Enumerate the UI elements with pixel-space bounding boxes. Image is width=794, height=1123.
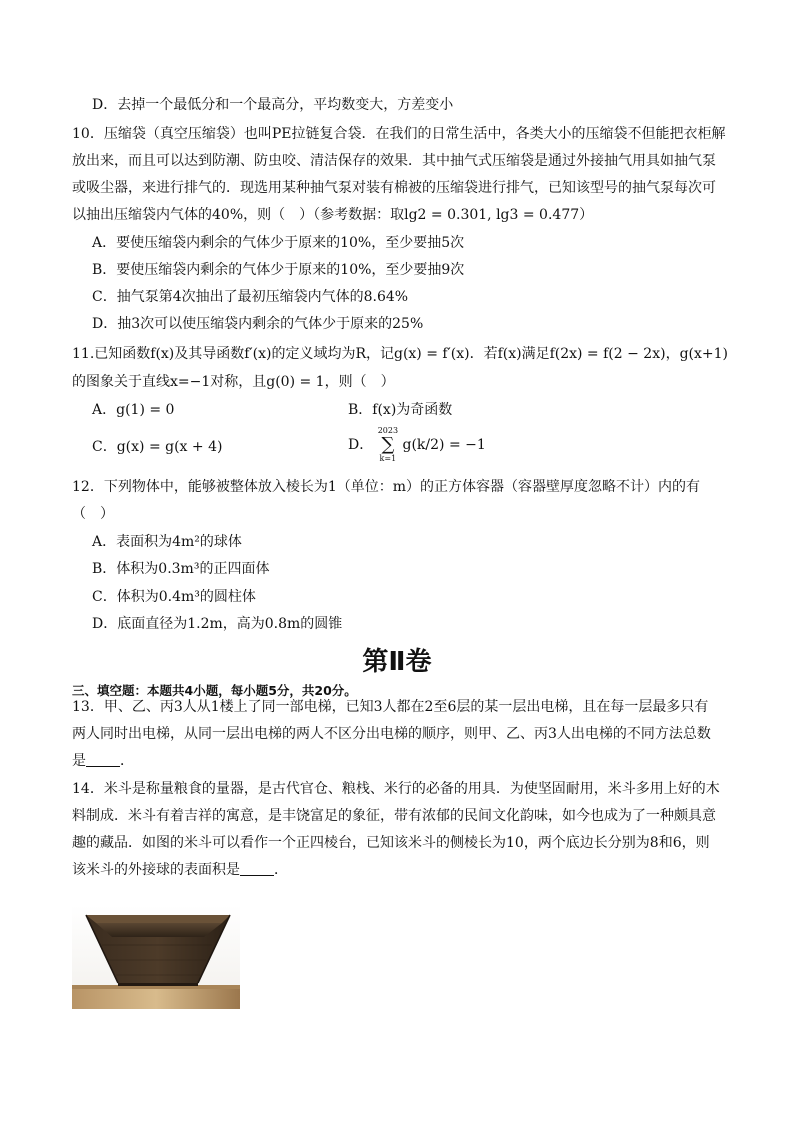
q12-text-line-1: 12．下列物体中，能够被整体放入棱长为1（单位：m）的正方体容器（容器壁厚度忽略不计）内的有 [72,479,700,495]
answer-blank [240,861,274,876]
q10-text-line-2: 放出来，而且可以达到防潮、防虫咬、清洁保存的效果．其中抽气式压缩袋是通过外接抽气用具如抽气泵 [72,153,716,169]
q12-option-c: C．体积为0.4m³的圆柱体 [92,589,256,605]
q14-prefix: 该米斗的外接球的表面积是 [72,862,240,878]
section-heading: 三、填空题：本题共4小题，每小题5分，共20分。 [72,683,357,698]
q10-text-line-4: 以抽出压缩袋内气体的40%，则（ ）（参考数据：取lg2 = 0.301, lg3 = 0.477） [72,207,594,223]
q11-text-line-2: 的图象关于直线x=−1对称，且g(0) = 1，则（ ） [72,374,395,390]
q12-option-b: B．体积为0.3m³的正四面体 [92,561,270,577]
summation-symbol [378,426,398,464]
q12-option-d: D．底面直径为1.2m，高为0.8m的圆锥 [92,616,343,632]
q14-text-line-2: 料制成．米斗有着吉祥的寓意，是丰饶富足的象征，带有浓郁的民间文化韵味，如今也成为了一种颇具意 [72,808,716,824]
q10-option-c: C．抽气泵第4次抽出了最初压缩袋内气体的8.64% [92,289,409,305]
q10-text-line-3: 或吸尘器，来进行排气的．现选用某种抽气泵对装有棉被的压缩袋进行排气，已知该型号的抽气泵每次可 [72,180,716,196]
q12-text-line-2: （ ） [72,506,114,522]
sigma-icon: ∑ [381,434,395,455]
q11-option-d-prefix: D． [348,437,374,453]
q10-option-a: A．要使压缩袋内剩余的气体少于原来的10%，至少要抽5次 [92,235,465,251]
q10-text-line-1: 10．压缩袋（真空压缩袋）也叫PE拉链复合袋．在我们的日常生活中，各类大小的压缩袋不但能把衣柜解 [72,126,726,142]
q13-text-line-1: 13．甲、乙、丙3人从1楼上了同一部电梯，已知3人都在2至6层的某一层出电梯，且在每一层最多只有 [72,699,709,715]
q14-text-line-4 [72,860,732,880]
q11-option-d [348,426,486,464]
q14-text-line-3: 趣的藏品．如图的米斗可以看作一个正四棱台，已知该米斗的侧棱长为10，两个底边长分别为8和6，则 [72,835,710,851]
sum-upper-limit: 2023 [377,426,399,435]
q9-option-d: D．去掉一个最低分和一个最高分，平均数变大，方差变小 [92,97,454,113]
q12-option-a: A．表面积为4m²的球体 [92,534,242,550]
q11-text-line-1: 11.已知函数f(x)及其导函数f′(x)的定义域均为R，记g(x) = f′(x)．若f(x)满足f(2x) = f(2 − 2x)，g(x+1) [72,346,728,362]
q11-option-b: B．f(x)为奇函数 [348,402,453,418]
q10-option-b: B．要使压缩袋内剩余的气体少于原来的10%，至少要抽9次 [92,262,465,278]
q13-text-line-2: 两人同时出电梯，从同一层出电梯的两人不区分出电梯的顺序，则甲、乙、丙3人出电梯的不同方法总数 [72,726,711,742]
answer-blank [86,752,120,767]
q10-option-d: D．抽3次可以使压缩袋内剩余的气体少于原来的25% [92,316,424,332]
q13-text-line-3 [72,751,732,771]
q14-text-line-1: 14．米斗是称量粮食的量器，是古代官仓、粮栈、米行的必备的用具．为使坚固耐用，米斗多用上好的木 [72,781,720,797]
q11-option-c: C．g(x) = g(x + 4) [92,439,223,455]
rice-measure-photo [72,905,240,1009]
q11-option-a: A．g(1) = 0 [92,402,175,418]
q13-prefix: 是 [72,753,86,769]
sum-lower-limit: k=1 [379,454,397,463]
q13-suffix: ． [120,753,134,769]
q11-option-d-expression: g(k/2) = −1 [402,437,486,453]
volume-title: 第Ⅱ卷 [362,647,432,677]
q14-suffix: ． [274,862,288,878]
